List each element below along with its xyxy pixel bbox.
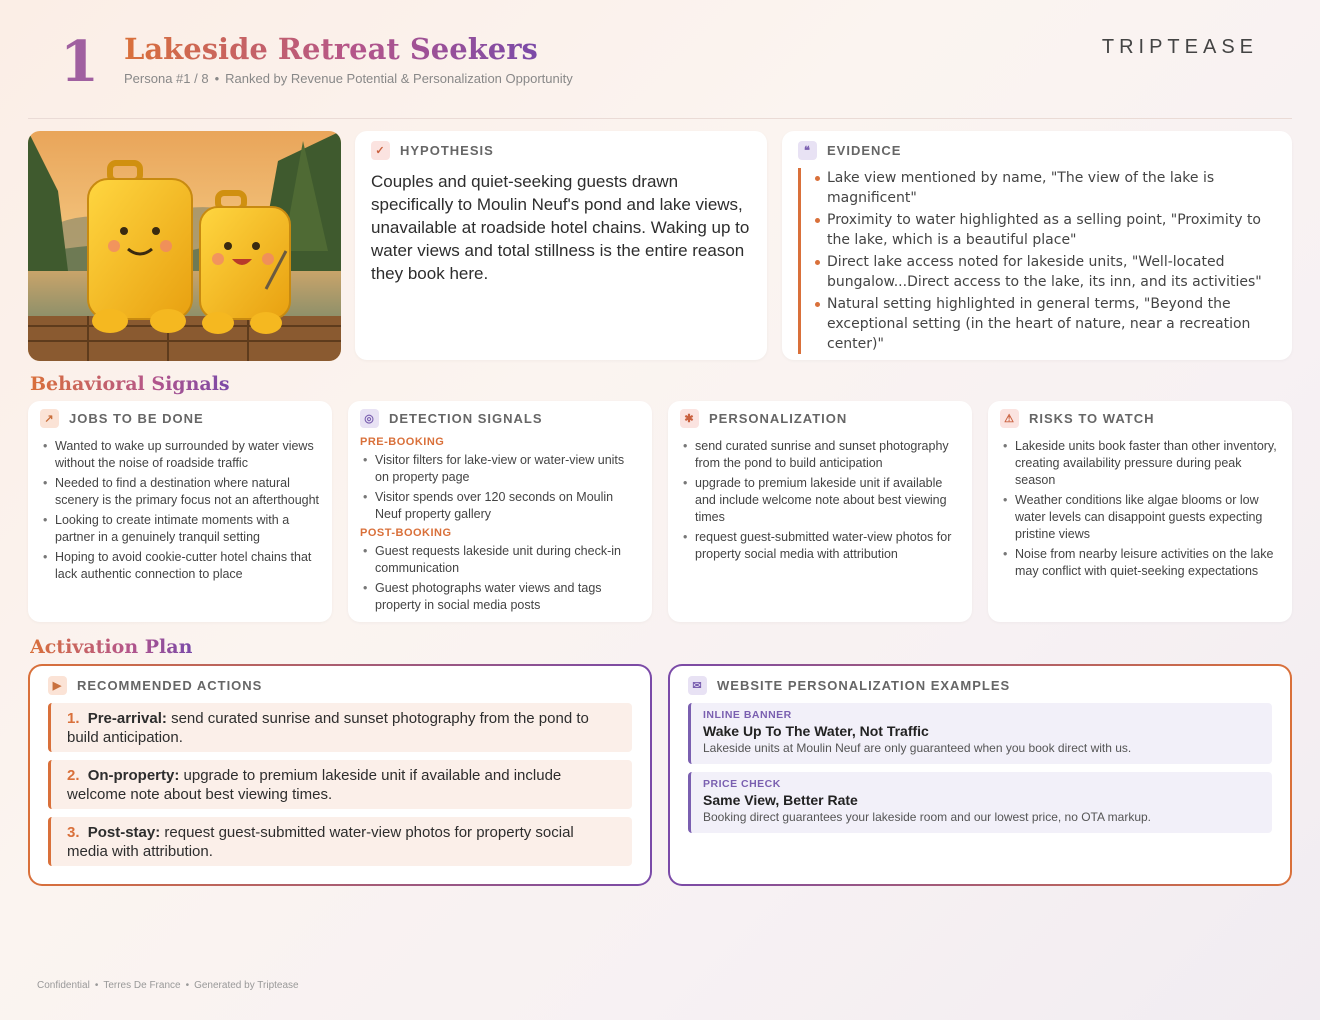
action-step bbox=[48, 760, 632, 809]
evidence-heading: EVIDENCE bbox=[827, 143, 902, 158]
target-icon: ◎ bbox=[360, 409, 379, 428]
persona-rank: 1 bbox=[60, 29, 99, 95]
page-title: Lakeside Retreat Seekers bbox=[124, 32, 538, 66]
detection-header bbox=[360, 409, 640, 428]
evidence-item: Direct lake access noted for lakeside units, "Well-located bungalow...Direct access to the lake, its inn, and its activities" bbox=[815, 252, 1276, 292]
quote-icon: ❝ bbox=[798, 141, 817, 160]
action-step bbox=[48, 817, 632, 866]
jobs-item: • Hoping to avoid cookie-cutter hotel chains that lack authentic connection to place bbox=[40, 549, 320, 583]
step-number: 3. bbox=[67, 824, 80, 841]
hypothesis-header bbox=[371, 141, 751, 160]
step-number: 1. bbox=[67, 710, 80, 727]
personalization-card bbox=[668, 401, 972, 622]
example-body: Lakeside units at Moulin Neuf are only guaranteed when you book direct with us. bbox=[703, 741, 1132, 755]
jobs-card bbox=[28, 401, 332, 622]
post-booking-item: • Guest requests lakeside unit during check-in communication bbox=[360, 543, 640, 577]
recommended-actions-card bbox=[28, 664, 652, 886]
behavioral-signals-title: Behavioral Signals bbox=[30, 373, 230, 395]
persona-illustration bbox=[28, 131, 341, 361]
example-label: INLINE BANNER bbox=[703, 709, 792, 721]
check-icon: ✓ bbox=[371, 141, 390, 160]
risks-heading: RISKS TO WATCH bbox=[1029, 411, 1155, 426]
hypothesis-card bbox=[355, 131, 767, 360]
footer-confidential: Confidential bbox=[37, 980, 90, 991]
evidence-header bbox=[798, 141, 1276, 160]
jobs-item: • Needed to find a destination where natural scenery is the primary focus not an afterthought bbox=[40, 475, 320, 509]
example-headline: Same View, Better Rate bbox=[703, 792, 858, 808]
example-label: PRICE CHECK bbox=[703, 778, 781, 790]
evidence-item: Proximity to water highlighted as a selling point, "Proximity to the lake, which is a beautiful place" bbox=[815, 210, 1276, 250]
jobs-header bbox=[40, 409, 320, 428]
pre-booking-label: PRE-BOOKING bbox=[360, 436, 445, 448]
risks-item: • Lakeside units book faster than other inventory, creating availability pressure during peak season bbox=[1000, 438, 1280, 489]
hypothesis-text: Couples and quiet-seeking guests drawn specifically to Moulin Neuf's pond and lake views, unavailable at roadside hotel chains. Waking up to water views and total stillness is the entire reason they book here. bbox=[371, 172, 750, 283]
jobs-item: • Wanted to wake up surrounded by water views without the noise of roadside traffic bbox=[40, 438, 320, 472]
step-label: Post-stay: bbox=[87, 824, 161, 841]
sparkle-icon: ✱ bbox=[680, 409, 699, 428]
page-header bbox=[0, 0, 1320, 120]
detection-card bbox=[348, 401, 652, 622]
personalization-item: • request guest-submitted water-view photos for property social media with attribution bbox=[680, 529, 960, 563]
arrow-up-right-icon: ↗ bbox=[40, 409, 59, 428]
actions-heading: RECOMMENDED ACTIONS bbox=[77, 678, 263, 693]
jobs-item: • Looking to create intimate moments with a partner in a genuinely tranquil setting bbox=[40, 512, 320, 546]
post-booking-label: POST-BOOKING bbox=[360, 527, 452, 539]
ranking-note: Ranked by Revenue Potential & Personalization Opportunity bbox=[225, 71, 573, 86]
example-item bbox=[688, 772, 1272, 833]
footer-generated: Generated by Triptease bbox=[194, 980, 299, 991]
brand-logo: TRIPTEASE bbox=[1101, 36, 1258, 58]
evidence-item: Lake view mentioned by name, "The view of the lake is magnificent" bbox=[815, 168, 1276, 208]
step-text: request guest-submitted water-view photos for property social media with attribution. bbox=[67, 824, 574, 860]
persona-label: Persona #1 / 8 bbox=[124, 71, 209, 86]
page-footer: Confidential • Terres De France • Generated by Triptease bbox=[37, 980, 299, 991]
page-subtitle: Persona #1 / 8 • Ranked by Revenue Potential & Personalization Opportunity bbox=[124, 71, 573, 86]
pre-booking-item: • Visitor spends over 120 seconds on Moulin Neuf property gallery bbox=[360, 489, 640, 523]
example-headline: Wake Up To The Water, Not Traffic bbox=[703, 723, 929, 739]
step-text: upgrade to premium lakeside unit if available and include welcome note about best viewing times. bbox=[67, 767, 562, 803]
evidence-card bbox=[782, 131, 1292, 360]
risks-card bbox=[988, 401, 1292, 622]
footer-client: Terres De France bbox=[103, 980, 181, 991]
play-icon: ▶ bbox=[48, 676, 67, 695]
example-body: Booking direct guarantees your lakeside room and our lowest price, no OTA markup. bbox=[703, 810, 1152, 824]
evidence-item: Natural setting highlighted in general terms, "Beyond the exceptional setting (in the heart of nature, near a recreation center)" bbox=[815, 294, 1276, 354]
warning-icon: ⚠ bbox=[1000, 409, 1019, 428]
personalization-heading: PERSONALIZATION bbox=[709, 411, 848, 426]
post-booking-item: • Guest photographs water views and tags property in social media posts bbox=[360, 580, 640, 614]
step-text: send curated sunrise and sunset photography from the pond to build anticipation. bbox=[67, 710, 589, 746]
examples-heading: WEBSITE PERSONALIZATION EXAMPLES bbox=[717, 678, 1011, 693]
evidence-body bbox=[798, 168, 1276, 354]
action-step bbox=[48, 703, 632, 752]
detection-heading: DETECTION SIGNALS bbox=[389, 411, 543, 426]
personalization-item: • upgrade to premium lakeside unit if available and include welcome note about best viewing times bbox=[680, 475, 960, 526]
risks-header bbox=[1000, 409, 1280, 428]
risks-item: • Noise from nearby leisure activities on the lake may conflict with quiet-seeking expectations bbox=[1000, 546, 1280, 580]
pre-booking-item: • Visitor filters for lake-view or water-view units on property page bbox=[360, 452, 640, 486]
step-label: On-property: bbox=[87, 767, 180, 784]
actions-header bbox=[48, 676, 632, 695]
example-item bbox=[688, 703, 1272, 764]
personalization-header bbox=[680, 409, 960, 428]
step-number: 2. bbox=[67, 767, 80, 784]
step-label: Pre-arrival: bbox=[87, 710, 167, 727]
envelope-icon: ✉ bbox=[688, 676, 707, 695]
website-examples-card bbox=[668, 664, 1292, 886]
activation-plan-title: Activation Plan bbox=[30, 636, 193, 658]
risks-item: • Weather conditions like algae blooms or low water levels can disappoint guests expecting pristine views bbox=[1000, 492, 1280, 543]
hypothesis-heading: HYPOTHESIS bbox=[400, 143, 494, 158]
header-divider bbox=[28, 118, 1292, 119]
personalization-item: • send curated sunrise and sunset photography from the pond to build anticipation bbox=[680, 438, 960, 472]
jobs-heading: JOBS TO BE DONE bbox=[69, 411, 204, 426]
examples-header bbox=[688, 676, 1272, 695]
